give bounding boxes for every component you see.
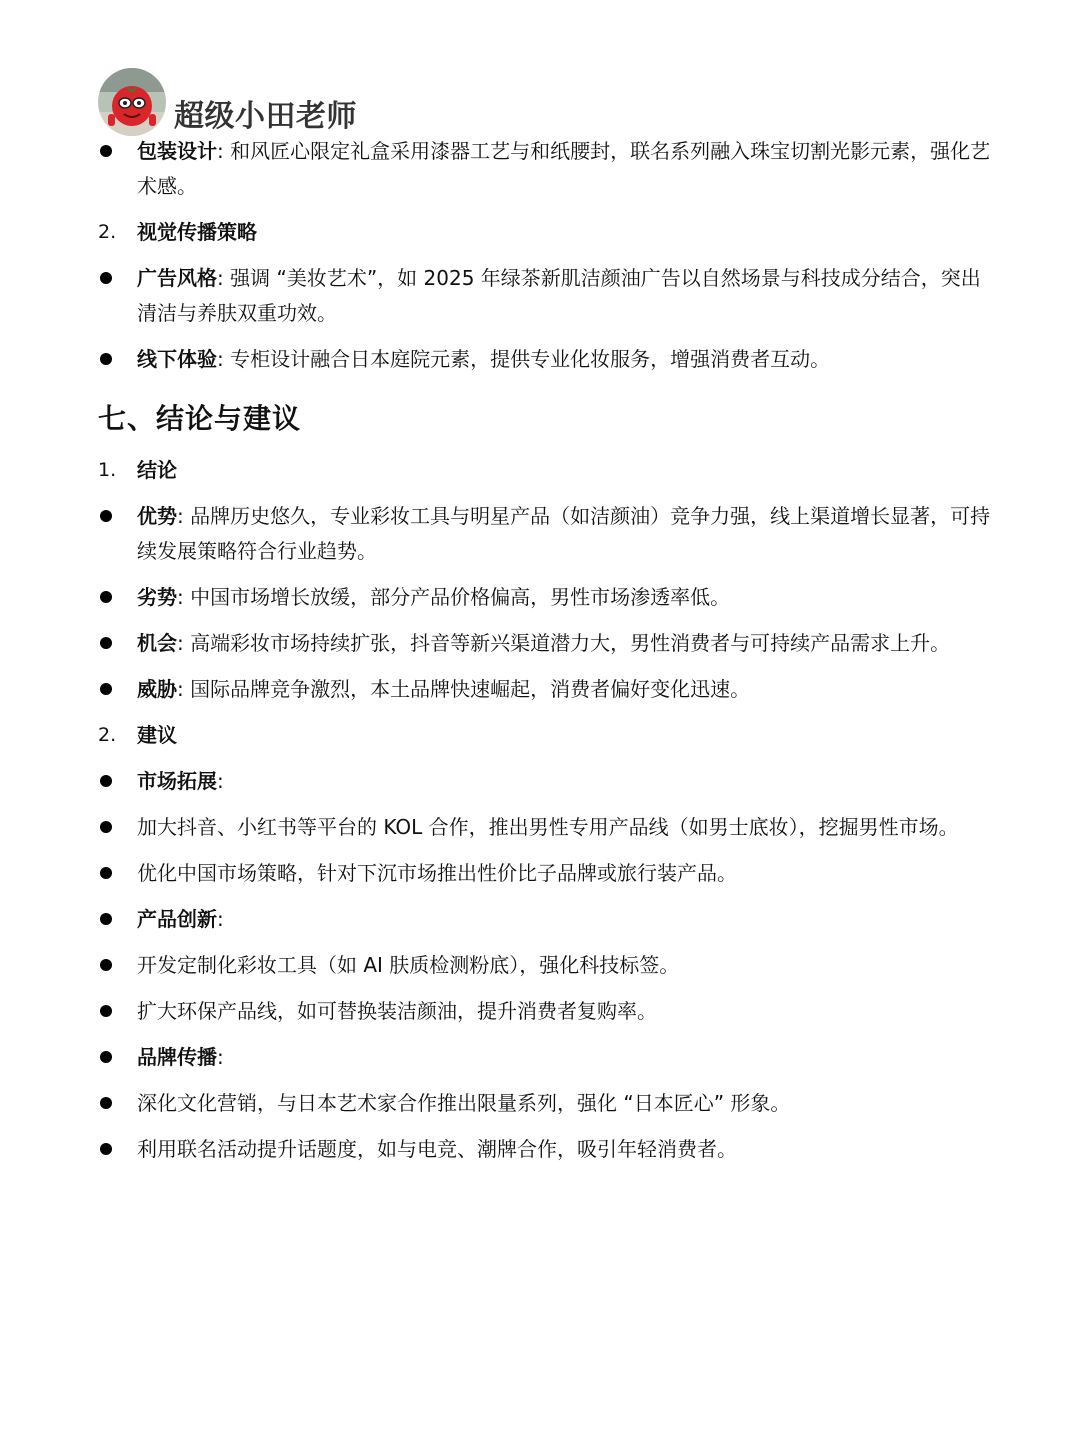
item-body: 扩大环保产品线，如可替换装洁颜油，提升消费者复购率。 [137, 999, 657, 1023]
list-item-product-1 [98, 948, 998, 983]
document-body [98, 134, 998, 1178]
list-item-ad-style [98, 261, 998, 331]
item-title: 市场拓展 [137, 769, 217, 793]
item-body: 开发定制化彩妆工具（如 AI 肤质检测粉底），强化科技标签。 [137, 953, 680, 977]
author-name: 超级小田老师 [174, 99, 357, 134]
item-title: 优势 [137, 504, 177, 528]
item-body: 深化文化营销，与日本艺术家合作推出限量系列，强化 “日本匠心” 形象。 [137, 1091, 791, 1115]
item-body: : 和风匠心限定礼盒采用漆器工艺与和纸腰封，联名系列融入珠宝切割光影元素，强化艺术感。 [137, 139, 991, 198]
list-item-market-1 [98, 810, 998, 845]
item-body: : [217, 1045, 224, 1069]
item-body: : 专柜设计融合日本庭院元素，提供专业化妆服务，增强消费者互动。 [217, 347, 831, 371]
item-title: 包装设计 [137, 139, 217, 163]
item-number: 1. [98, 459, 117, 481]
item-body: 优化中国市场策略，针对下沉市场推出性价比子品牌或旅行装产品。 [137, 861, 737, 885]
item-number: 2. [98, 724, 117, 746]
bullet-icon [100, 1143, 112, 1155]
bullet-icon [100, 637, 112, 649]
item-body: : 高端彩妆市场持续扩张，抖音等新兴渠道潜力大，男性消费者与可持续产品需求上升。 [177, 631, 951, 655]
list-item-market-expansion [98, 764, 998, 799]
numbered-item-suggestion [98, 718, 998, 753]
item-title: 线下体验 [137, 347, 217, 371]
list-item-weakness [98, 580, 998, 615]
bullet-icon [100, 775, 112, 787]
list-item-brand-communication [98, 1040, 998, 1075]
item-number: 2. [98, 221, 117, 243]
item-title: 产品创新 [137, 907, 217, 931]
item-body: 利用联名活动提升话题度，如与电竞、潮牌合作，吸引年轻消费者。 [137, 1137, 737, 1161]
numbered-item-conclusion [98, 453, 998, 488]
item-body: : 品牌历史悠久，专业彩妆工具与明星产品（如洁颜油）竞争力强，线上渠道增长显著，可持续发展策略符合行业趋势。 [137, 504, 991, 563]
avatar[interactable] [98, 68, 166, 136]
list-item-brand-2 [98, 1132, 998, 1167]
list-item-product-innovation [98, 902, 998, 937]
bullet-icon [100, 683, 112, 695]
bullet-icon [100, 145, 112, 157]
item-body: : 强调 “美妆艺术”，如 2025 年绿茶新肌洁颜油广告以自然场景与科技成分结合，突出清洁与养肤双重功效。 [137, 266, 981, 325]
section-heading: 七、结论与建议 [98, 402, 302, 435]
item-body: : [217, 769, 224, 793]
bullet-icon [100, 510, 112, 522]
bullet-icon [100, 821, 112, 833]
bullet-icon [100, 959, 112, 971]
list-item-market-2 [98, 856, 998, 891]
list-item-strength [98, 499, 998, 569]
item-title: 视觉传播策略 [137, 220, 257, 244]
list-item-opportunity [98, 626, 998, 661]
bullet-icon [100, 591, 112, 603]
numbered-item-visual [98, 215, 998, 250]
item-body: : 中国市场增长放缓，部分产品价格偏高，男性市场渗透率低。 [177, 585, 731, 609]
tomato-character-avatar-icon [98, 68, 166, 136]
bullet-icon [100, 1097, 112, 1109]
item-title: 结论 [137, 458, 177, 482]
bullet-icon [100, 353, 112, 365]
list-item-offline [98, 342, 998, 377]
item-title: 品牌传播 [137, 1045, 217, 1069]
list-item-brand-1 [98, 1086, 998, 1121]
bullet-icon [100, 913, 112, 925]
item-title: 劣势 [137, 585, 177, 609]
item-title: 机会 [137, 631, 177, 655]
item-title: 威胁 [137, 677, 177, 701]
item-body: 加大抖音、小红书等平台的 KOL 合作，推出男性专用产品线（如男士底妆），挖掘男性市场。 [137, 815, 959, 839]
bullet-icon [100, 272, 112, 284]
item-body: : 国际品牌竞争激烈，本土品牌快速崛起，消费者偏好变化迅速。 [177, 677, 751, 701]
item-body: : [217, 907, 224, 931]
bullet-icon [100, 1051, 112, 1063]
bullet-icon [100, 867, 112, 879]
list-item-threat [98, 672, 998, 707]
list-item-packaging [98, 134, 998, 204]
item-title: 广告风格 [137, 266, 217, 290]
item-title: 建议 [137, 723, 177, 747]
list-item-product-2 [98, 994, 998, 1029]
author-header [98, 68, 357, 136]
bullet-icon [100, 1005, 112, 1017]
